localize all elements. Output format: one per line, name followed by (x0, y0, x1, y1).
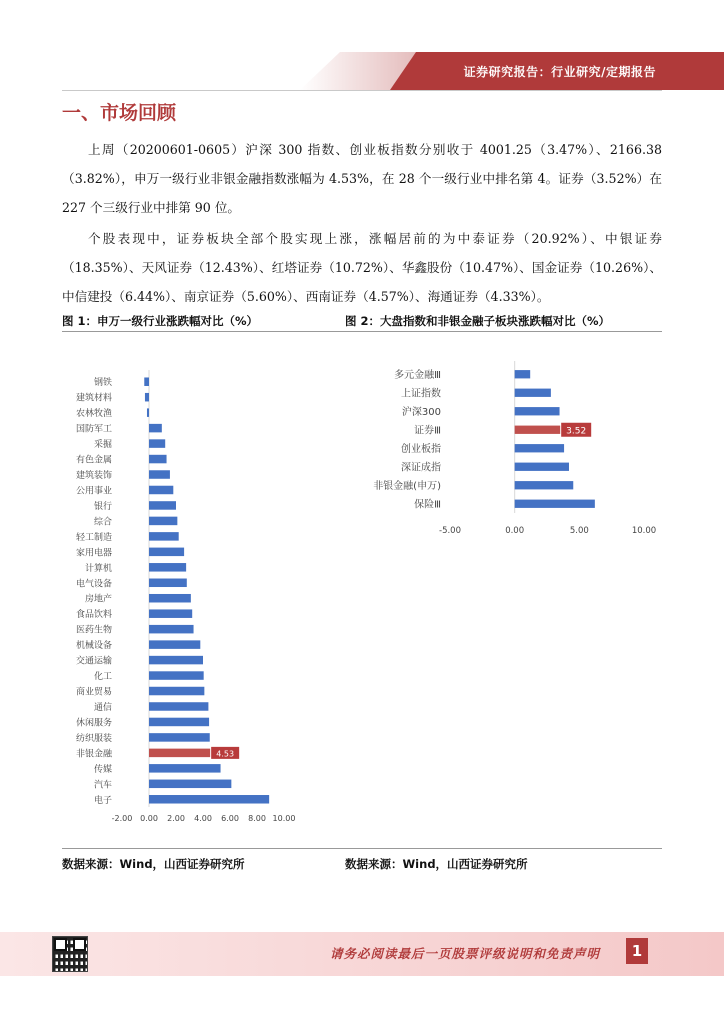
bar-纺织服装 (149, 733, 210, 742)
x-tick-label: -5.00 (439, 526, 461, 536)
category-label: 房地产 (84, 594, 112, 605)
figure-top-rule (62, 331, 662, 332)
bar-深证成指 (515, 463, 569, 471)
section-title: 一、市场回顾 (62, 102, 177, 124)
category-label: 传媒 (93, 764, 112, 775)
category-label: 通信 (93, 702, 112, 713)
figure-1-source: 数据来源：Wind，山西证券研究所 (62, 857, 245, 871)
bar-创业板指 (515, 444, 564, 452)
bar-证券Ⅲ (515, 426, 561, 434)
figure-bottom-rule (62, 848, 662, 849)
bar-计算机 (149, 563, 186, 572)
x-tick-label: 8.00 (248, 814, 266, 823)
figure-2-source: 数据来源：Wind，山西证券研究所 (345, 857, 528, 871)
category-label: 食品饮料 (75, 610, 112, 621)
paragraph-stock-performance: 个股表现中，证券板块全部个股实现上涨，涨幅居前的为中泰证券（20.92%）、中银证券（18.35%）、天风证券（12.43%）、红塔证券（10.72%）、华鑫股份（10.47%）、国金证券（10.26%）、中信建投（6.44%）、南京证券（5.60%）、西南证券（4.57%）、海通证券（4.33%）。 (62, 231, 662, 304)
bar-化工 (149, 671, 204, 680)
x-tick-label: 10.00 (272, 814, 296, 823)
bar-有色金属 (149, 455, 167, 464)
chart-index-subsector-returns (362, 360, 662, 542)
paragraph-market-review: 上周（20200601-0605）沪深 300 指数、创业板指数分别收于 4001.25（3.47%）、2166.38（3.82%），申万一级行业非银金融指数涨幅为 4.53%，在 28 个一级行业中排名第 4。证券（3.52%）在 227 个三级行业中排第 90 位。 (62, 142, 662, 215)
category-label: 银行 (93, 501, 112, 512)
bar-上证指数 (515, 389, 551, 397)
bar-保险Ⅲ (515, 500, 595, 508)
bar-农林牧渔 (147, 408, 149, 417)
figure-1-title: 图 1：申万一级行业涨跌幅对比（%） (62, 314, 259, 328)
category-label: 电气设备 (75, 579, 112, 590)
bar-电子 (149, 795, 269, 804)
category-label: 非银金融(申万) (373, 480, 441, 492)
bar-非银金融(申万) (515, 481, 574, 489)
category-label: 钢铁 (93, 378, 112, 389)
category-label: 化工 (93, 672, 112, 683)
category-label: 采掘 (93, 440, 112, 451)
report-type-header: 证券研究报告：行业研究/定期报告 (463, 65, 656, 79)
x-tick-label: -2.00 (111, 814, 133, 823)
bar-机械设备 (149, 640, 200, 649)
category-label: 有色金属 (75, 455, 112, 466)
category-label: 商业贸易 (75, 687, 112, 698)
bar-银行 (149, 501, 176, 510)
category-label: 家用电器 (75, 548, 112, 559)
bar-国防军工 (149, 424, 162, 433)
bar-食品饮料 (149, 609, 192, 618)
category-label: 电子 (93, 795, 112, 806)
header-rule (62, 90, 662, 91)
bar-轻工制造 (149, 532, 179, 541)
bar-休闲服务 (149, 718, 209, 727)
category-label: 上证指数 (401, 388, 441, 400)
bar-商业贸易 (149, 687, 204, 696)
bar-公用事业 (149, 486, 173, 495)
category-label: 建筑装饰 (75, 471, 112, 482)
bar-多元金融Ⅲ (515, 370, 531, 378)
bar-非银金融 (149, 749, 210, 758)
category-label: 非银金融 (75, 749, 112, 760)
bar-建筑装饰 (149, 470, 170, 479)
bar-交通运输 (149, 656, 203, 665)
bar-建筑材料 (145, 393, 149, 402)
category-label: 证券Ⅲ (414, 425, 441, 437)
chart-industry-returns (62, 366, 302, 836)
category-label: 保险Ⅲ (414, 499, 441, 511)
category-label: 交通运输 (75, 656, 112, 667)
category-label: 建筑材料 (75, 393, 112, 404)
qr-code (52, 936, 88, 972)
highlight-value-label: 4.53 (216, 749, 235, 759)
x-tick-label: 6.00 (221, 814, 239, 823)
category-label: 多元金融Ⅲ (394, 369, 441, 381)
bar-采掘 (149, 439, 165, 448)
bar-通信 (149, 702, 208, 711)
bar-房地产 (149, 594, 191, 603)
category-label: 机械设备 (75, 641, 112, 652)
x-tick-label: 5.00 (569, 526, 589, 536)
page-number: 1 (626, 938, 648, 964)
bar-钢铁 (144, 377, 149, 386)
bar-医药生物 (149, 625, 194, 634)
category-label: 休闲服务 (75, 718, 112, 729)
category-label: 农林牧渔 (75, 409, 112, 420)
x-tick-label: 10.00 (631, 526, 657, 536)
bar-传媒 (149, 764, 221, 773)
x-tick-label: 4.00 (194, 814, 212, 823)
category-label: 医药生物 (75, 625, 112, 636)
category-label: 计算机 (84, 563, 112, 574)
category-label: 沪深300 (401, 406, 441, 418)
bar-综合 (149, 517, 177, 526)
category-label: 汽车 (93, 780, 112, 791)
highlight-value-label: 3.52 (566, 426, 587, 437)
bar-家用电器 (149, 548, 184, 557)
category-label: 纺织服装 (75, 733, 112, 744)
category-label: 创业板指 (401, 443, 441, 455)
x-tick-label: 0.00 (505, 526, 525, 536)
bar-电气设备 (149, 579, 187, 588)
bar-汽车 (149, 780, 231, 789)
x-tick-label: 2.00 (167, 814, 185, 823)
category-label: 国防军工 (75, 424, 112, 435)
category-label: 综合 (93, 517, 112, 528)
disclaimer-note: 请务必阅读最后一页股票评级说明和免责声明 (329, 946, 600, 961)
category-label: 轻工制造 (75, 532, 112, 543)
category-label: 深证成指 (401, 462, 441, 474)
x-tick-label: 0.00 (140, 814, 158, 823)
category-label: 公用事业 (75, 486, 112, 497)
figure-2-title: 图 2：大盘指数和非银金融子板块涨跌幅对比（%） (345, 314, 611, 328)
bar-沪深300 (515, 407, 560, 415)
